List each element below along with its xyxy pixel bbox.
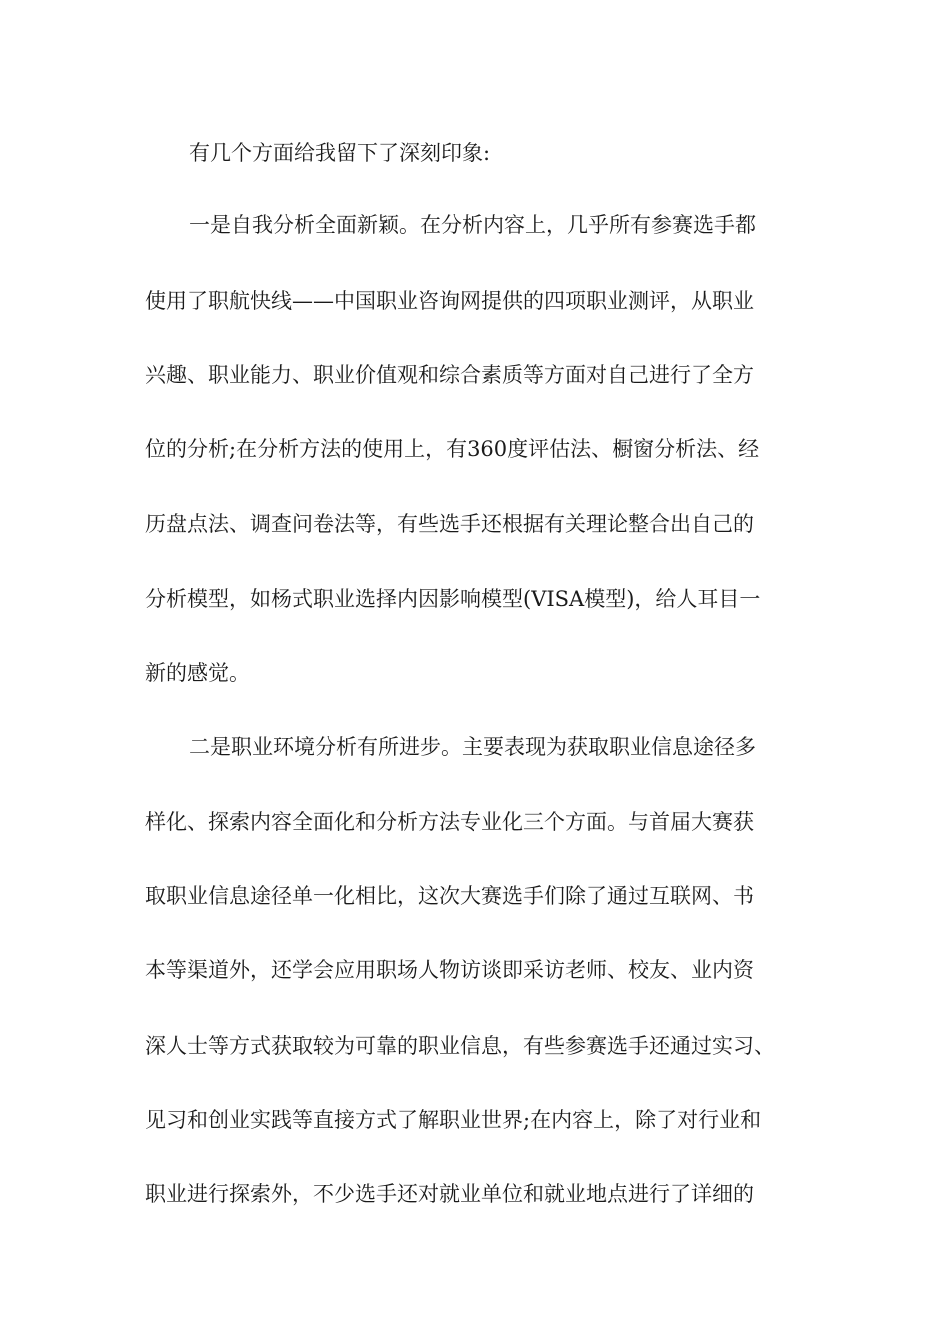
paragraph-1-line-4: 位的分析;在分析方法的使用上，有360度评估法、橱窗分析法、经: [145, 437, 760, 461]
paragraph-intro-line: 有几个方面给我留下了深刻印象:: [189, 141, 491, 165]
paragraph-1-line-5: 历盘点法、调查问卷法等，有些选手还根据有关理论整合出自己的: [145, 512, 754, 536]
paragraph-2-line-7: 职业进行探索外，不少选手还对就业单位和就业地点进行了详细的: [145, 1182, 754, 1206]
paragraph-2-line-2: 样化、探索内容全面化和分析方法专业化三个方面。与首届大赛获: [145, 810, 754, 834]
paragraph-1-line-7: 新的感觉。: [145, 661, 250, 685]
paragraph-2-line-1: 二是职业环境分析有所进步。主要表现为获取职业信息途径多: [189, 735, 756, 759]
paragraph-2-line-3: 取职业信息途径单一化相比，这次大赛选手们除了通过互联网、书: [145, 884, 754, 908]
paragraph-1-line-3: 兴趣、职业能力、职业价值观和综合素质等方面对自己进行了全方: [145, 363, 754, 387]
paragraph-2-line-6: 见习和创业实践等直接方式了解职业世界;在内容上，除了对行业和: [145, 1108, 762, 1132]
paragraph-1-line-1: 一是自我分析全面新颖。在分析内容上，几乎所有参赛选手都: [189, 213, 756, 237]
paragraph-2-line-4: 本等渠道外，还学会应用职场人物访谈即采访老师、校友、业内资: [145, 958, 754, 982]
paragraph-1-line-6: 分析模型，如杨式职业选择内因影响模型(VISA模型)，给人耳目一: [145, 587, 761, 611]
paragraph-2-line-5: 深人士等方式获取较为可靠的职业信息，有些参赛选手还通过实习、: [145, 1034, 775, 1058]
paragraph-1-line-2: 使用了职航快线——中国职业咨询网提供的四项职业测评，从职业: [145, 289, 754, 313]
